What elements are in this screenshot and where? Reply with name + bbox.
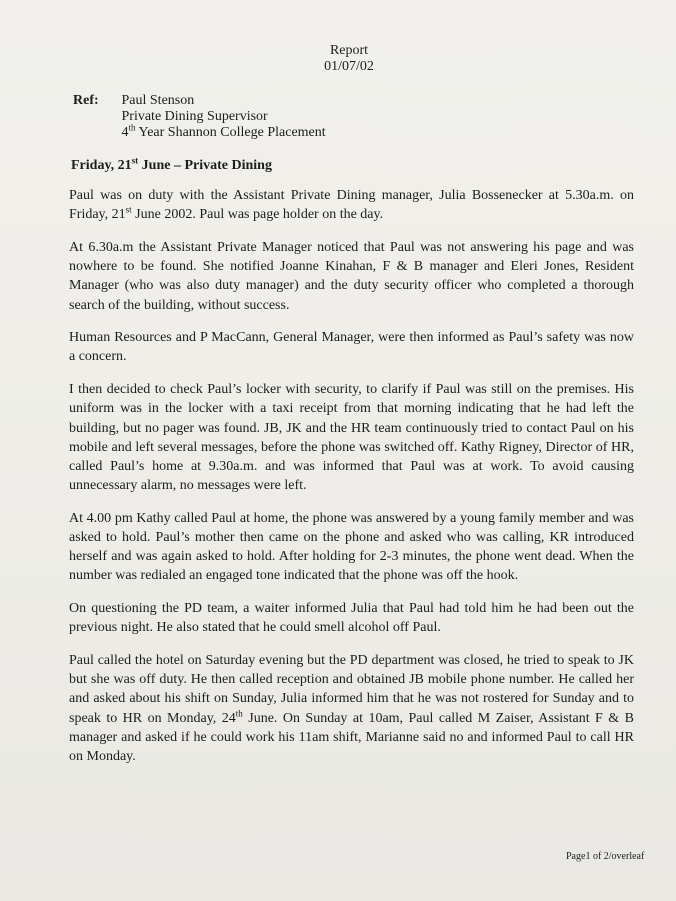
ref-placement-text: Year Shannon College Placement (135, 125, 326, 140)
ref-name: Paul Stenson (121, 93, 195, 108)
ref-placement-sup: th (128, 122, 136, 133)
section-title-sup: st (131, 155, 139, 166)
paragraph-5: At 4.00 pm Kathy called Paul at home, the phone was answered by a young family member and was asked to hold. Paul’s mother then came on the phone and asked who was calling, KR introduced herself and was again asked to hold. After holding for 2-3 minutes, the phone went dead. When the number was redialed an engaged tone indicated that the phone was off the hook. (69, 510, 634, 584)
report-body (69, 186, 634, 780)
paragraph-1 (69, 186, 634, 224)
paragraph-2: At 6.30a.m the Assistant Private Manager noticed that Paul was not answering his page and was nowhere to be found. She notified Joanne Kinahan, F & B manager and Eleri Jones, Resident Manager (who was also duty manager) and the duty security officer who completed a thorough search of the building, without success. (69, 239, 634, 313)
report-title: Report (329, 43, 369, 58)
ref-role: Private Dining Supervisor (121, 109, 268, 124)
reference-block (73, 93, 326, 141)
paragraph-7 (69, 651, 634, 766)
page-footer: Page1 of 2/overleaf (566, 851, 645, 862)
section-title-suffix: June – Private Dining (138, 158, 272, 173)
paragraph-3: Human Resources and P MacCann, General Manager, were then informed as Paul’s safety was now a concern. (69, 330, 634, 365)
report-header (0, 43, 676, 75)
paragraph-1-part-a: Paul was on duty with the Assistant Private Dining manager, Julia Bossenecker at 5.30a.m. on Friday, 21 (69, 188, 634, 223)
section-title (71, 155, 272, 174)
ref-placement-year: 4 (121, 125, 129, 140)
ref-placement (121, 122, 326, 141)
report-date: 01/07/02 (324, 59, 374, 74)
paragraph-7-part-b: June. On Sunday at 10am, Paul called M Zaiser, Assistant F & B manager and asked if he could work his 11am shift, Marianne said no and informed Paul to call HR on Monday. (69, 710, 634, 765)
paragraph-1-sup: st (125, 204, 132, 215)
paragraph-6: On questioning the PD team, a waiter informed Julia that Paul had told him he had been out the previous night. He also stated that he could smell alcohol off Paul. (69, 601, 634, 636)
paragraph-4: I then decided to check Paul’s locker with security, to clarify if Paul was still on the premises. His uniform was in the locker with a taxi receipt from that morning indicating that he had left the building, but no pager was found. JB, JK and the HR team continuously tried to contact Paul on his mobile and left several messages, before the phone was switched off. Kathy Rigney, Director of HR, called Paul’s home at 9.30a.m. and was informed that Paul was at work. To avoid causing unnecessary alarm, no messages were left. (69, 382, 634, 494)
paragraph-1-part-b: June 2002. Paul was page holder on the day. (131, 207, 384, 223)
paragraph-7-part-a: Paul called the hotel on Saturday evening but the PD department was closed, he tried to speak to JK but she was off duty. He then called reception and obtained JB mobile phone number. He called her and asked about his shift on Sunday, Julia informed him that he was not rostered for Sunday and to speak to HR on Monday, 24 (69, 653, 634, 726)
ref-label: Ref: (73, 93, 99, 108)
paragraph-7-sup: th (235, 708, 243, 719)
section-title-prefix: Friday, 21 (71, 158, 132, 173)
